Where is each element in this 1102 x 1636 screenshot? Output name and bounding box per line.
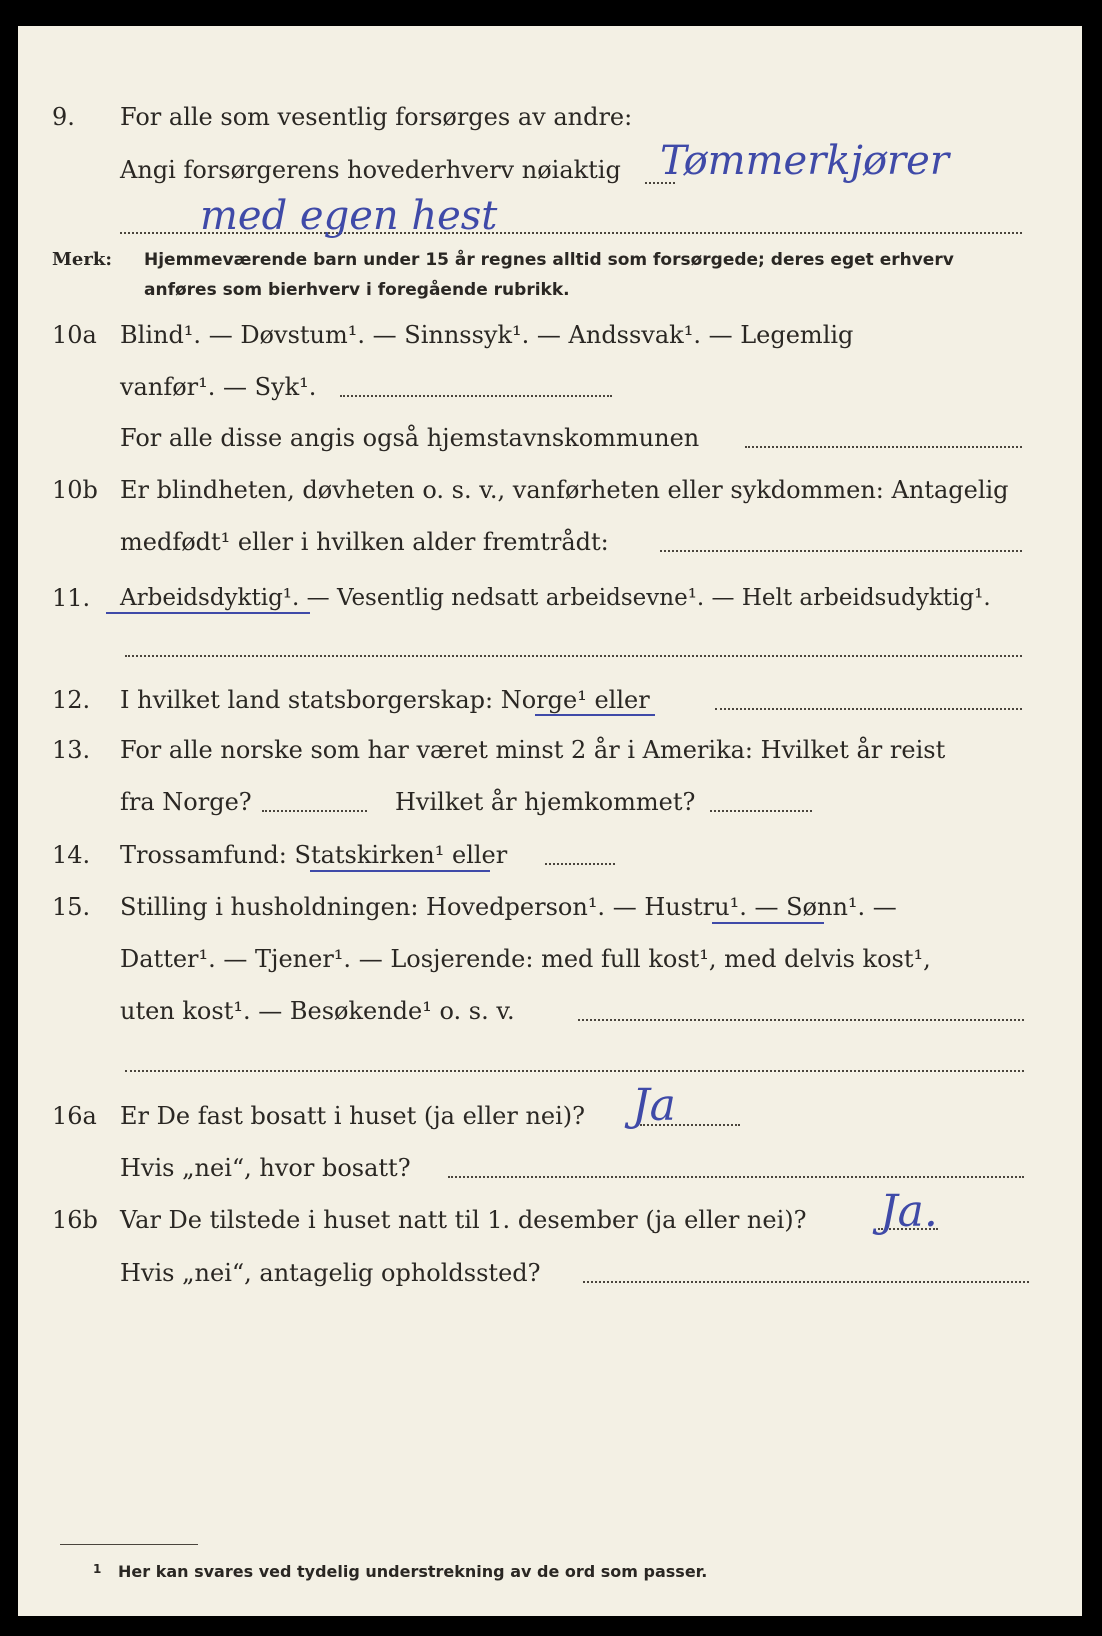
q11-handwritten-underline [106, 612, 310, 614]
q10a-row-1 [0, 315, 1102, 355]
q12-number: 12. [52, 686, 91, 714]
q15-row-1 [0, 887, 1102, 927]
q16b-answer-line-2[interactable] [583, 1281, 1029, 1283]
q13-row-2 [0, 782, 1102, 822]
q15-answer-line-1[interactable] [578, 1019, 1024, 1021]
q15-number: 15. [52, 893, 91, 921]
q10a-number: 10a [52, 321, 97, 349]
q14-row-1 [0, 835, 1102, 875]
q10b-question-line-1: Er blindheten, døvheten o. s. v., vanførheten eller sykdommen: Antagelig [120, 476, 1009, 504]
q16a-answer-line-2[interactable] [448, 1176, 1024, 1178]
q10a-question-line-3: For alle disse angis også hjemstavnskommunen [120, 424, 700, 452]
q15-answer-line-2[interactable] [125, 1070, 1024, 1072]
q12-answer-line[interactable] [715, 708, 1022, 710]
q10b-row-1 [0, 470, 1102, 510]
q16a-question-line-1: Er De fast bosatt i huset (ja eller nei)? [120, 1102, 586, 1130]
q15-question-line-1: Stilling i husholdningen: Hovedperson¹. — Hustru¹. — Sønn¹. — [120, 893, 897, 921]
q15-handwritten-underline [712, 922, 824, 924]
q9-number: 9. [52, 103, 75, 131]
q10a-question-line-2: vanfør¹. — Syk¹. [120, 373, 317, 401]
q16a-row-2 [0, 1148, 1102, 1188]
q16a-question-line-2: Hvis „nei“, hvor bosatt? [120, 1154, 411, 1182]
footnote-mark: 1 [93, 1562, 102, 1576]
q9-question-line-1: For alle som vesentlig forsørges av andre: [120, 103, 633, 131]
q16a-handwritten-answer: Ja [632, 1080, 676, 1131]
q10a-answer-line-1[interactable] [340, 395, 612, 397]
q13-number: 13. [52, 736, 91, 764]
q14-answer-line[interactable] [545, 863, 615, 865]
q15-row-2 [0, 939, 1102, 979]
q13-question-line-2b: Hvilket år hjemkommet? [395, 788, 696, 816]
q10b-number: 10b [52, 476, 98, 504]
q11-number: 11. [52, 584, 91, 612]
q16b-row-2 [0, 1253, 1102, 1293]
q9-row-1 [0, 97, 1102, 137]
merk-text-line-2: anføres som bierhverv i foregående rubrikk. [144, 280, 570, 300]
q10b-question-line-2: medfødt¹ eller i hvilken alder fremtrådt: [120, 528, 609, 556]
q9-question-line-2: Angi forsørgerens hovederhverv nøiaktig [120, 156, 621, 184]
q16b-handwritten-answer: Ja. [880, 1186, 938, 1237]
q9-handwritten-answer-1: Tømmerkjører [660, 138, 949, 184]
q10a-question-line-1: Blind¹. — Døvstum¹. — Sinnssyk¹. — Andssvak¹. — Legemlig [120, 321, 854, 349]
q15-row-3 [0, 991, 1102, 1031]
q12-handwritten-underline [535, 714, 655, 716]
q15-question-line-2: Datter¹. — Tjener¹. — Losjerende: med full kost¹, med delvis kost¹, [120, 945, 931, 973]
footnote-rule [60, 1544, 198, 1545]
q10a-row-2 [0, 367, 1102, 407]
q13-answer-line-2[interactable] [710, 810, 812, 812]
q13-question-line-2a: fra Norge? [120, 788, 252, 816]
merk-row-2 [0, 270, 1102, 310]
q16a-number: 16a [52, 1102, 97, 1130]
q10a-answer-line-2[interactable] [745, 446, 1022, 448]
merk-label: Merk: [52, 249, 112, 270]
q12-question-line-1: I hvilket land statsborgerskap: Norge¹ eller [120, 686, 650, 714]
q11-question-line-1: Arbeidsdyktig¹. — Vesentlig nedsatt arbeidsevne¹. — Helt arbeidsudyktig¹. [120, 585, 991, 611]
q10b-row-2 [0, 522, 1102, 562]
q11-answer-line[interactable] [125, 655, 1022, 657]
q14-number: 14. [52, 841, 91, 869]
q10a-row-3 [0, 418, 1102, 458]
footnote-text: Her kan svares ved tydelig understrekning av de ord som passer. [118, 1562, 708, 1581]
footnote-row [0, 1552, 1102, 1592]
q16b-question-line-2: Hvis „nei“, antagelig opholdssted? [120, 1259, 541, 1287]
q16b-number: 16b [52, 1206, 98, 1234]
q15-question-line-3: uten kost¹. — Besøkende¹ o. s. v. [120, 997, 515, 1025]
q10b-answer-line[interactable] [660, 550, 1022, 552]
q9-handwritten-answer-2: med egen hest [200, 193, 498, 239]
q13-answer-line-1[interactable] [262, 810, 367, 812]
q16b-question-line-1: Var De tilstede i huset natt til 1. desember (ja eller nei)? [120, 1206, 807, 1234]
q16a-row-1 [0, 1096, 1102, 1136]
q14-question-line-1: Trossamfund: Statskirken¹ eller [120, 841, 508, 869]
merk-text-line-1: Hjemmeværende barn under 15 år regnes alltid som forsørgede; deres eget erhverv [144, 250, 954, 270]
q13-question-line-1: For alle norske som har været minst 2 år i Amerika: Hvilket år reist [120, 736, 946, 764]
q13-row-1 [0, 730, 1102, 770]
q14-handwritten-underline [310, 870, 490, 872]
